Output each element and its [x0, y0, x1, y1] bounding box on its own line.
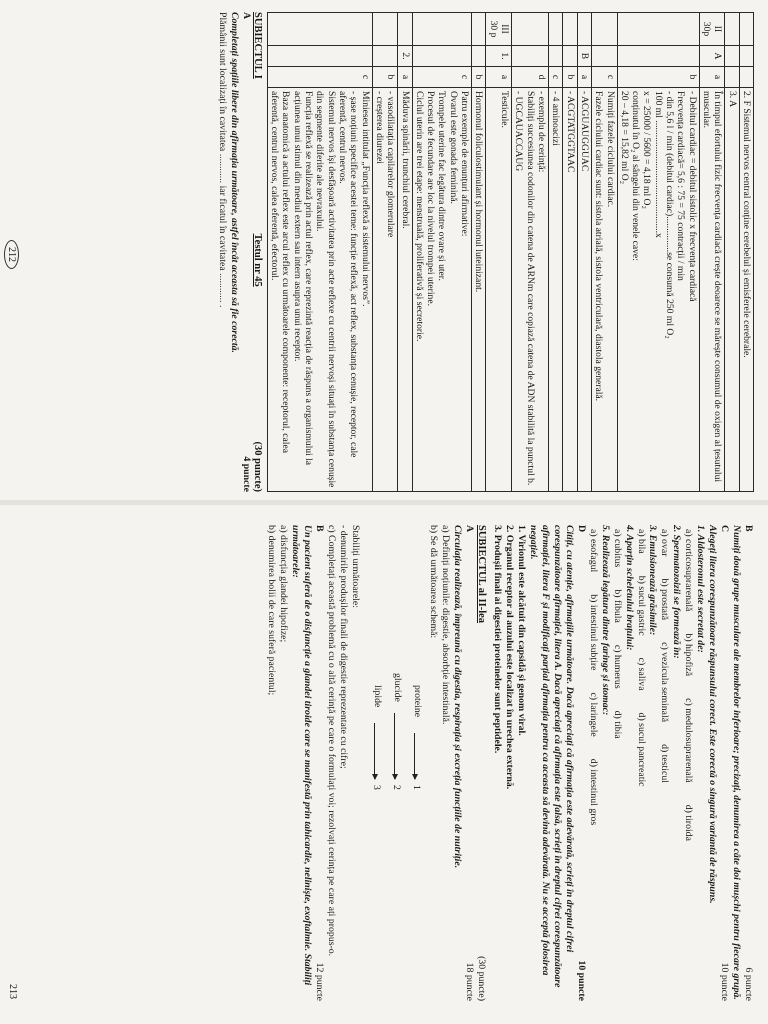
option: d) intestinul gros	[587, 758, 599, 826]
section-a-points: 4 puncte	[240, 456, 252, 492]
section-a	[216, 12, 252, 492]
answer-line: - din 5,6 l / min (debitul cardiac)...............se consumă 250 ml O₂	[664, 91, 676, 339]
answer-text	[412, 88, 472, 492]
answer-line: Ciclul uterin are trei etape: menstruală, proliferativă și secretorie.	[413, 91, 425, 342]
answer-c1	[267, 13, 372, 46]
answer-line: Ovarul este gonada feminină.	[447, 91, 459, 204]
points-total: (30 puncte)	[251, 441, 263, 492]
answer-line: Procesul de fecundare are loc la nivelul trompei uterine.	[425, 91, 437, 306]
stabiliti-item-1: - denumirile produșilor finali de digestie reprezentate cu cifre;	[337, 525, 349, 769]
answer-c3: c	[267, 67, 372, 88]
section-a-line: Plămânii sunt localizați în cavitatea ............ iar ficatul în cavitatea ............ .	[216, 12, 228, 308]
answer-c2	[617, 46, 699, 67]
option: d) tiroida	[683, 804, 695, 841]
answer-c2	[549, 46, 563, 67]
option: a) esofagul	[587, 529, 599, 573]
answer-c2	[512, 46, 549, 67]
answer-c1	[472, 13, 486, 46]
answer-c3: a	[577, 67, 591, 88]
answer-text: - 4 aminoacizi	[549, 88, 563, 492]
option: c) laringele	[587, 692, 599, 737]
answer-c2: 1.	[486, 46, 512, 67]
answer-line: Trompele uterine fac legătura dintre ovare și uter.	[436, 91, 448, 281]
c-points: 10 puncte	[719, 962, 731, 1001]
answer-c1	[577, 13, 591, 46]
test-title: Testul nr 45	[251, 233, 263, 287]
answer-line: - exemplu de cerință:	[536, 91, 547, 173]
answer-row	[398, 13, 412, 492]
answer-row	[412, 13, 472, 492]
c-text: Alegeți litera corespunzătoare răspunsului corect. Este corectă o singură variantă de răspuns.	[707, 525, 719, 904]
answer-line: Minieseu intitulat „Funcția reflexă a sistemului nervos”.	[359, 91, 371, 307]
answer-row	[739, 13, 753, 492]
answer-row	[563, 13, 577, 492]
answer-c3: b	[472, 67, 486, 88]
answer-c3: d	[512, 67, 549, 88]
answer-line: - vasodilatația capilarelor glomerulare	[385, 91, 397, 238]
answer-c2	[472, 46, 486, 67]
d-label: D	[575, 525, 587, 533]
answer-c3: b	[563, 67, 577, 88]
answer-c2	[563, 46, 577, 67]
answer-c3: c	[591, 67, 617, 88]
left-page	[0, 0, 768, 500]
option: a) cubitus	[611, 529, 623, 568]
answer-line: Baza anatomică a actului reflex este arcul reflex cu următoarele componente: receptorul, calea aferentă, centrul nervos, calea eferentă, efectorul.	[269, 91, 292, 453]
subiect-2-points: (30 puncte)	[476, 956, 488, 1001]
answer-text	[267, 88, 372, 492]
answer-row	[699, 13, 725, 492]
statement-3: 3. Produșii finali ai digestiei proteinelor sunt peptidele.	[492, 525, 504, 754]
question-3-options	[635, 525, 647, 1001]
answer-c1	[563, 13, 577, 46]
answer-text: - ACGUAUGGUAC	[577, 88, 591, 492]
answer-c3	[739, 67, 753, 88]
scheme-num-1: 1	[410, 785, 422, 790]
subiect-title: SUBIECTUL I	[251, 12, 263, 79]
page-number-right: 213	[7, 984, 19, 999]
question-5: 5. Realizează legătura dintre faringe și stomac:	[599, 525, 611, 716]
arrow-2	[394, 713, 395, 779]
scheme-lipide: lipide	[371, 685, 383, 708]
answer-text: 3. A	[725, 88, 739, 492]
option: b) sucul gastric	[635, 575, 647, 636]
answer-line: - Debitul cardiac = debitul sistolic x frecvența cardiacă	[686, 91, 698, 302]
answer-line: Stabiliți succesiunea codonilor din catena de ARNm care copiază catena de ADN stabilită la punctul b.	[524, 91, 536, 486]
answer-c2	[267, 46, 372, 67]
answer-c2	[372, 46, 398, 67]
option: c) vezicula seminală	[659, 642, 671, 723]
option: d) sucul pancreatic	[635, 712, 647, 787]
b2-label: B	[314, 525, 326, 532]
answer-line: Frecvența cardiacă= 5,6 : 75 = 75 contracții / min	[675, 91, 687, 281]
answer-c2	[739, 46, 753, 67]
answer-text: Hormonul foliculostimulant și hormonul luteinizant.	[472, 88, 486, 492]
stabiliti-label: Stabiliți următoarele:	[349, 525, 361, 608]
answer-text: În timpul efortului fizic frecvența cardiacă crește deoarece se mărește consumul de oxigen al țesutului muscular.	[699, 88, 725, 492]
answer-line: - UGCAUACCAUG	[513, 91, 525, 172]
option: d) tibia	[611, 710, 623, 739]
answer-c2	[412, 46, 472, 67]
answer-line: 100 ml ...............................................x	[652, 91, 664, 238]
answer-c1	[512, 13, 549, 46]
option: b) fibula	[611, 589, 623, 623]
sub2-item-c: c) Completați această problemă cu o altă cerință pe care o formulați voi; rezolvați cerința pe care ați propus-o.	[325, 525, 337, 957]
option: a) bila	[635, 529, 647, 554]
answer-c1	[617, 13, 699, 46]
page-number-left: 212	[6, 240, 17, 269]
answer-line: x = 25000 / 5600 = 4,18 ml O₂	[641, 91, 653, 209]
answer-c3: a	[398, 67, 412, 88]
b2-item-b: b) denumirea bolii de care suferă pacientul;	[266, 525, 278, 696]
answer-c1	[739, 13, 753, 46]
answer-c1	[725, 13, 739, 46]
answer-c1	[372, 13, 398, 46]
answer-row	[591, 13, 617, 492]
digestion-scheme	[363, 645, 425, 1001]
answer-c3: c	[412, 67, 472, 88]
option: c) medulosuprarenală	[683, 698, 695, 783]
arrow-1	[414, 733, 415, 779]
option: a) ovar	[659, 529, 671, 557]
answer-c2	[725, 46, 739, 67]
arrow-3	[374, 723, 375, 779]
answer-c1	[591, 13, 617, 46]
b2-text: Un pacient suferă de o disfuncție a glandei tiroide care se manifestă prin tahicardie, nelinişte, exoftalmie. Stabiliți următoarele:	[290, 525, 314, 986]
answer-row	[617, 13, 699, 492]
answer-text: - ACGTATGGTAAC	[563, 88, 577, 492]
right-page	[0, 505, 768, 1015]
answer-line: conținutul în O₂ al sângelui din venele cave:	[630, 91, 642, 261]
answer-c3	[725, 67, 739, 88]
option: a) corticosuprarenală	[683, 529, 695, 612]
b2-points: 12 puncte	[314, 962, 326, 1001]
answer-c1	[412, 13, 472, 46]
answer-text: Testicule.	[486, 88, 512, 492]
sub2-item-a: a) Definiți noțiunile: digestie, absorbție intestinală.	[439, 525, 451, 725]
scheme-num-2: 2	[390, 785, 402, 790]
answer-line: 20 – 4,18 = 15,82 ml O₂	[618, 91, 630, 184]
sub2-a-text: Circulația realizează, împreună cu digestia, respirația și excreția funcțiile de nutriție.	[451, 525, 463, 869]
question-2-options	[659, 525, 671, 1001]
option: b) intestinul subțire	[587, 594, 599, 671]
answer-row	[267, 13, 372, 492]
answer-row	[372, 13, 398, 492]
sub2-item-b: b) Se dă următoarea schemă:	[427, 525, 439, 639]
answer-c2: A	[699, 46, 725, 67]
answer-text: Măduva spinării, trunchiul cerebral.	[398, 88, 412, 492]
scheme-num-3: 3	[370, 785, 382, 790]
answer-text	[372, 88, 398, 492]
sub2-a-label: A	[463, 525, 475, 533]
answer-c2: 2.	[398, 46, 412, 67]
answer-line: - șase noțiuni specifice acestei teme: funcție reflexă, act reflex, substanța cenușie, receptor, cale aferentă, centrul nervos.	[337, 91, 360, 458]
answer-row	[725, 13, 739, 492]
answer-row	[512, 13, 549, 492]
subiect-2-title: SUBIECTUL al II-lea	[476, 525, 488, 624]
answer-c2	[591, 46, 617, 67]
statement-1: 1. Virionul este alcătuit din capsidă și genom viral.	[516, 525, 528, 736]
question-4-options	[611, 525, 623, 1001]
section-a-text: Completați spațiile libere din afirmația următoare, astfel încât aceasta să fie corectă.	[228, 12, 240, 353]
d-points: 10 puncte	[575, 960, 587, 1001]
d-text: Citiți, cu atenție, afirmațiile următoare. Dacă apreciați că afirmația este adevărată, scrieți în dreptul cifrei corespunzătoare afirmației, litera A. Dacă apreciați că afirmația este falsă, scrieți în dreptul cifrei corespunzătoare afirmației, litera F și modificați parțial afirmația pentru ca aceasta să devină adevărată. Nu se acceptă folosirea negației.	[528, 525, 575, 988]
answer-text	[512, 88, 549, 492]
answer-c3: c	[549, 67, 563, 88]
question-3: 3. Emulsionează grăsimile:	[647, 525, 659, 636]
answer-text: 2. F Sistemul nervos central conține cerebelul și emisferele cerebrale.	[739, 88, 753, 492]
option: d) testicul	[659, 744, 671, 783]
answer-line: Patru exemple de enunțuri afirmative:	[459, 91, 471, 237]
question-1: 1. Aldosteronul este secretat de:	[695, 525, 707, 653]
answer-line: Fazele ciclului cardiac sunt: sistola atrială, sistola ventriculară, diastola generală.	[593, 91, 605, 402]
answer-c1	[549, 13, 563, 46]
test-header	[252, 12, 263, 492]
question-1-options	[682, 525, 694, 1001]
option: c) humerus	[611, 644, 623, 689]
question-4: 4. Aparțin scheletului brațului:	[623, 525, 635, 651]
answer-c1: II 30p	[699, 13, 725, 46]
answer-row	[577, 13, 591, 492]
answer-c1	[398, 13, 412, 46]
b-points: 6 puncte	[743, 967, 754, 1001]
sub2-a-points: 18 puncte	[463, 962, 475, 1001]
answer-row	[486, 13, 512, 492]
answer-line: Numiți fazele ciclului cardiac.	[604, 91, 616, 208]
answer-c3: b	[617, 67, 699, 88]
answer-table	[267, 12, 754, 492]
answer-c3: b	[372, 67, 398, 88]
answer-text	[617, 88, 699, 492]
c-label: C	[719, 525, 731, 533]
option: b) hipofiză	[683, 633, 695, 677]
answer-line: Funcția reflexă se realizează prin actul reflex, care reprezintă reacția de răspuns a organismului la acțiunea unui stimul din mediul extern sau intern asupra unui receptor.	[291, 91, 315, 466]
option: c) saliva	[635, 657, 647, 691]
scheme-glucide: glucide	[391, 673, 403, 702]
b-label: B	[743, 525, 754, 532]
answer-c2: B	[577, 46, 591, 67]
section-a-label: A	[240, 12, 252, 20]
answer-line: Sistemul nervos își desfășoară activitatea prin acte reflexe cu centrii nervoși situați în substanța cenușie din segmente diferite ale nevraxului.	[314, 91, 337, 488]
option: b) prostată	[659, 578, 671, 621]
b-text: Numiți două grupe musculare ale membrelor inferioare; precizați, denumirea a câte doi mușchi pentru fiecare grupă.	[731, 525, 743, 1000]
answer-line: - creșterea diurezei	[373, 91, 385, 164]
answer-row	[549, 13, 563, 492]
statement-2: 2. Organul receptor al auzului este localizat în urechea externă.	[504, 525, 516, 790]
answer-text	[591, 88, 617, 492]
answer-c1: III 30 p	[486, 13, 512, 46]
question-5-options	[587, 525, 599, 1001]
answer-c3: a	[486, 67, 512, 88]
b2-item-a: a) disfuncția glandei hipofize;	[278, 525, 290, 643]
answer-c3: a	[699, 67, 725, 88]
answer-row	[472, 13, 486, 492]
question-2: 2. Spermatozoizii se formează în:	[671, 525, 683, 659]
scheme-proteine: proteine	[411, 685, 423, 718]
